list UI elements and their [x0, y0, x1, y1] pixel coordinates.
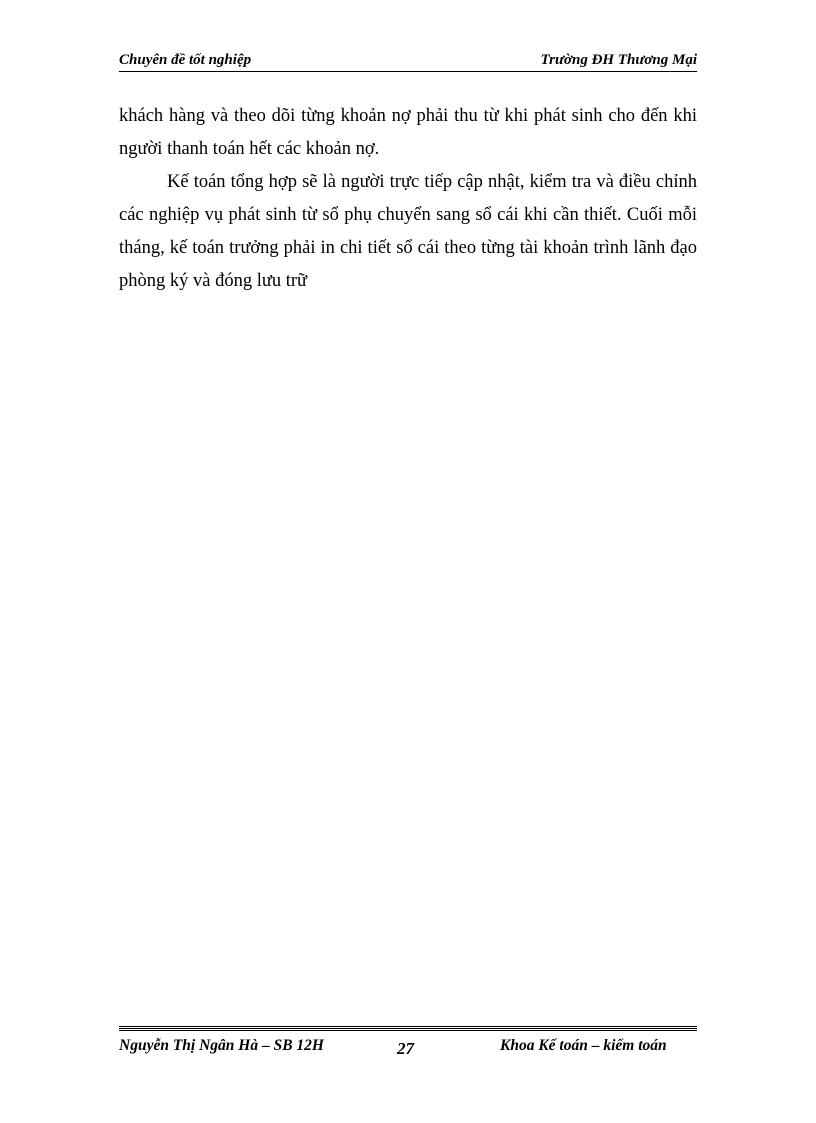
paragraph-1: khách hàng và theo dõi từng khoản nợ phải thu từ khi phát sinh cho đến khi người thanh toán hết các khoản nợ.	[119, 106, 697, 159]
page-header	[119, 52, 697, 72]
footer-page-number: 27	[397, 1039, 414, 1058]
footer-divider	[119, 1026, 697, 1033]
footer-author: Nguyễn Thị Ngân Hà – SB 12H	[119, 1037, 324, 1054]
body-text	[119, 100, 697, 298]
page-footer	[119, 1037, 697, 1059]
footer-department: Khoa Kế toán – kiểm toán	[500, 1037, 667, 1054]
paragraph-2: Kế toán tổng hợp sẽ là người trực tiếp cập nhật, kiểm tra và điều chỉnh các nghiệp vụ phát sinh từ sổ phụ chuyển sang sổ cái khi cần thiết. Cuối mỗi tháng, kế toán trưởng phải in chi tiết sổ cái theo từng tài khoản trình lãnh đạo phòng ký và đóng lưu trữ	[119, 172, 697, 291]
header-university-name: Trường ĐH Thương Mại	[540, 52, 697, 68]
header-divider	[119, 71, 697, 72]
header-document-title: Chuyên đề tốt nghiệp	[119, 52, 252, 68]
